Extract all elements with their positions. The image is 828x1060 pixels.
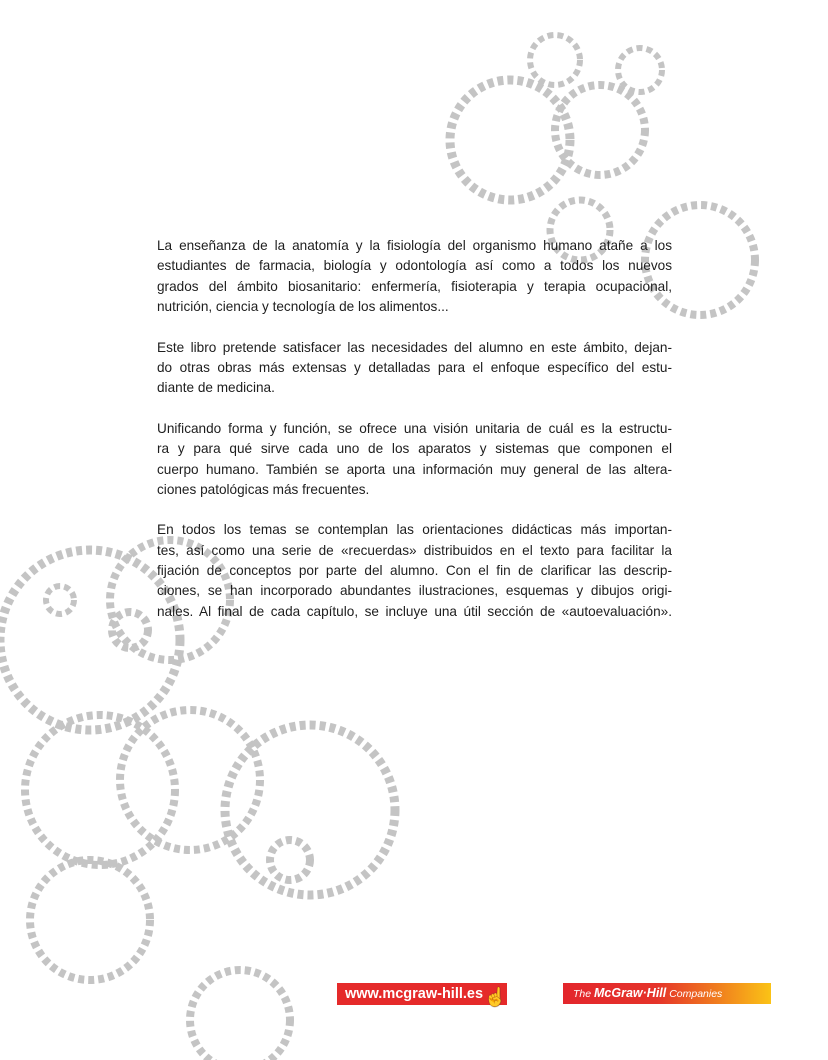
text-line: nales. Al final de cada capítulo, se incluye una útil sección de «autoevaluación». [157, 603, 672, 619]
logo-name: McGraw·Hill [594, 986, 667, 1000]
paragraph-1 [157, 236, 672, 318]
text-line: diante de medicina. [157, 380, 275, 396]
text-line: ciones patológicas más frecuentes. [157, 481, 370, 497]
text-line: estudiantes de farmacia, biología y odontología así como a todos los nuevos [157, 258, 672, 274]
paragraph-3 [157, 419, 672, 501]
website-url: www.mcgraw-hill.es [345, 986, 484, 1002]
logo-suffix: Companies [669, 988, 723, 1000]
text-line: grados del ámbito biosanitario: enfermería, fisioterapia y terapia ocupacional, [157, 278, 672, 294]
text-line: cuerpo humano. También se aporta una información muy general de las altera- [157, 461, 672, 477]
back-cover-text [157, 236, 672, 642]
text-line: ra y para qué sirve cada uno de los aparatos y sistemas que componen el [157, 441, 672, 457]
pointer-hand-icon: ☝ [484, 987, 507, 1007]
publisher-logo [563, 983, 771, 1004]
text-line: fijación de conceptos por parte del alumno. Con el fin de clarificar las descrip- [157, 563, 672, 579]
website-link[interactable] [337, 983, 507, 1005]
text-line: tes, así como una serie de «recuerdas» distribuidos en el texto para facilitar la [157, 542, 672, 558]
text-line: nutrición, ciencia y tecnología de los alimentos... [157, 299, 449, 315]
text-line: En todos los temas se contemplan las orientaciones didácticas más importan- [157, 522, 672, 538]
text-line: La enseñanza de la anatomía y la fisiología del organismo humano atañe a los [157, 238, 672, 253]
logo-prefix: The [573, 988, 592, 1000]
text-line: do otras obras más extensas y detalladas para el enfoque específico del estu- [157, 359, 672, 375]
text-line: ciones, se han incorporado abundantes ilustraciones, esquemas y dibujos origi- [157, 583, 672, 599]
text-line: Este libro pretende satisfacer las necesidades del alumno en este ámbito, dejan- [157, 339, 672, 355]
paragraph-2 [157, 338, 672, 399]
paragraph-4 [157, 520, 672, 622]
text-line: Unificando forma y función, se ofrece una visión unitaria de cuál es la estructu- [157, 420, 672, 436]
